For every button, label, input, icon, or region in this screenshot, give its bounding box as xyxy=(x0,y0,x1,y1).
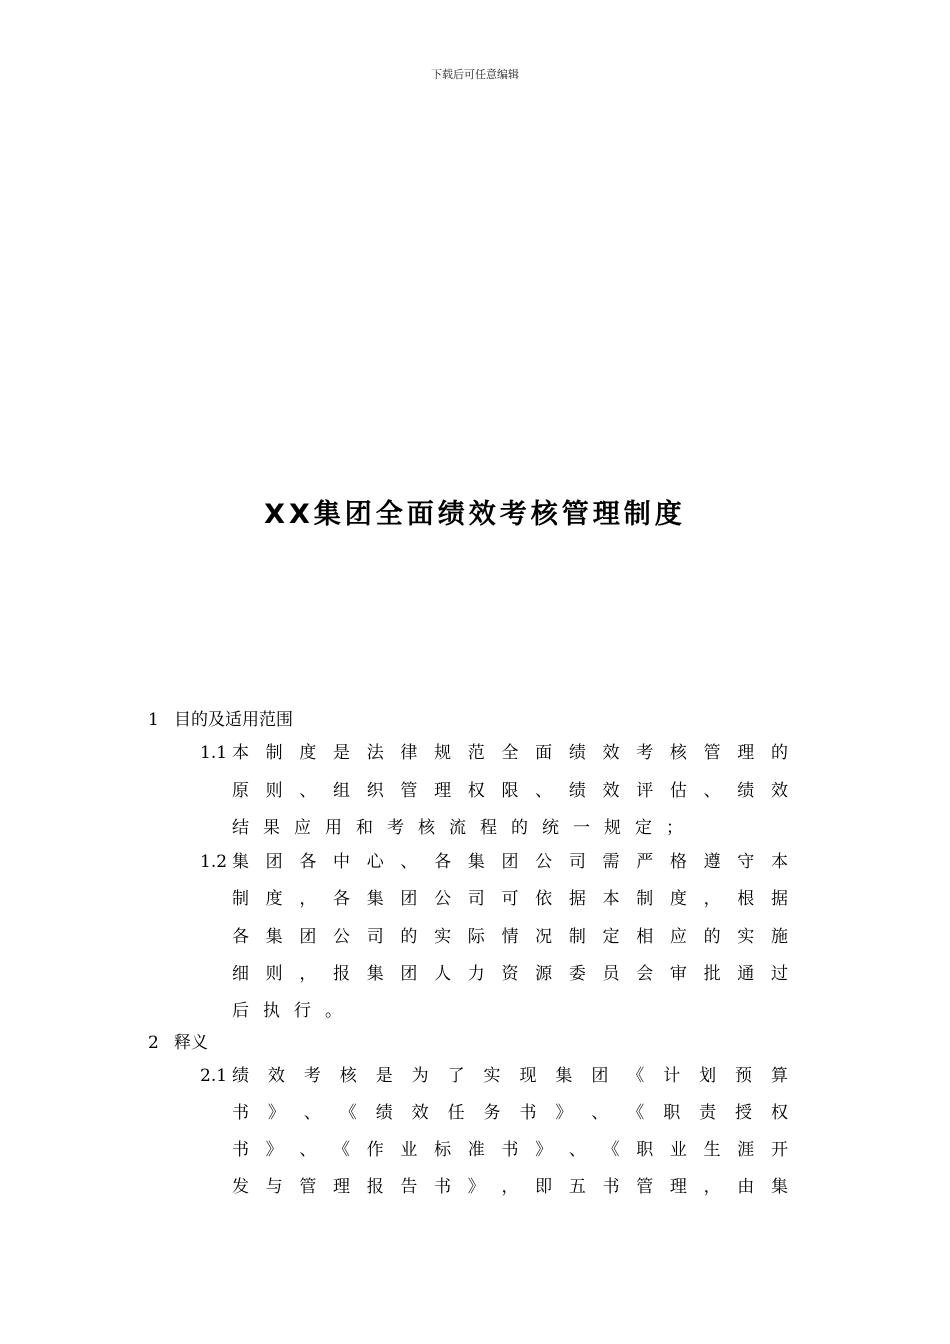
section-heading-text: 释义 xyxy=(174,1033,208,1053)
item-line: 细 则 ， 报 集 团 人 力 资 源 委 员 会 审 批 通 过 xyxy=(232,964,788,984)
item-number: 1.1 xyxy=(200,743,228,763)
item-line: 发 与 管 理 报 告 书 》 ， 即 五 书 管 理 ， 由 集 xyxy=(232,1177,788,1197)
header-note: 下载后可任意编辑 xyxy=(431,68,519,81)
section-number: 1 xyxy=(148,710,159,730)
item-line: 原 则 、 组 织 管 理 权 限 、 绩 效 评 估 、 绩 效 xyxy=(232,781,788,801)
item-line: 集 团 各 中 心 、 各 集 团 公 司 需 严 格 遵 守 本 xyxy=(232,852,788,872)
item-line: 书 》 、 《 绩 效 任 务 书 》 、 《 职 责 授 权 xyxy=(232,1103,788,1123)
item-line: 本 制 度 是 法 律 规 范 全 面 绩 效 考 核 管 理 的 xyxy=(232,743,788,763)
item-line: 结果应用和考核流程的统一规定； xyxy=(232,818,697,838)
item-line: 后执行。 xyxy=(232,1001,356,1021)
item-number: 2.1 xyxy=(200,1066,228,1086)
section-heading xyxy=(148,1031,208,1055)
section-heading xyxy=(148,708,293,732)
item-line: 各 集 团 公 司 的 实 际 情 况 制 定 相 应 的 实 施 xyxy=(232,927,788,947)
section-heading-text: 目的及适用范围 xyxy=(174,710,293,730)
item-number: 1.2 xyxy=(200,852,228,872)
item-line: 绩 效 考 核 是 为 了 实 现 集 团 《 计 划 预 算 xyxy=(232,1066,788,1086)
item-line: 书 》 、 《 作 业 标 准 书 》 、 《 职 业 生 涯 开 xyxy=(232,1140,788,1160)
item-line: 制 度 ， 各 集 团 公 司 可 依 据 本 制 度 ， 根 据 xyxy=(232,889,788,909)
document-title: XX集团全面绩效考核管理制度 xyxy=(264,499,686,530)
section-number: 2 xyxy=(148,1033,159,1053)
